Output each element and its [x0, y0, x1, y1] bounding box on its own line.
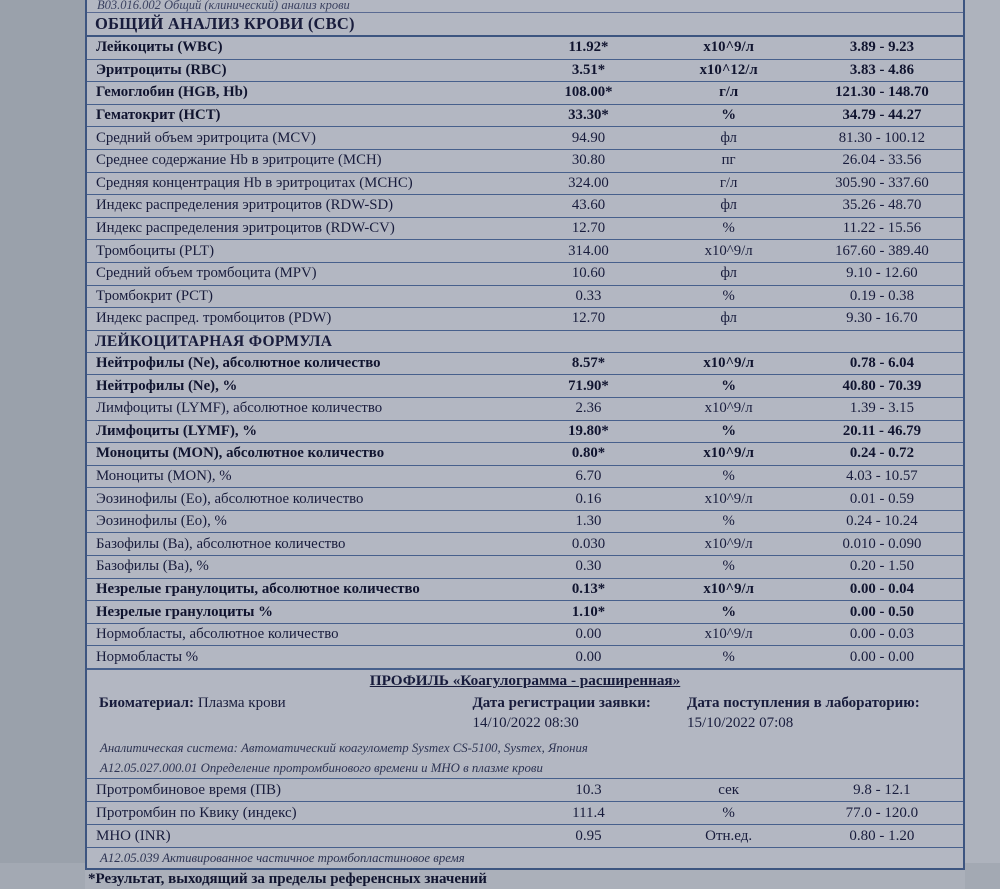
lab-result-row: [87, 488, 963, 511]
biomaterial-value: Плазма крови: [194, 695, 286, 712]
test-unit: сек: [718, 781, 740, 798]
test-value: 0.16: [575, 490, 602, 507]
test-name: Незрелые гранулоциты %: [96, 603, 273, 620]
test-reference-range: 26.04 - 33.56: [842, 152, 922, 169]
test-reference-range: 34.79 - 44.27: [842, 107, 922, 124]
registration-date-value: 14/10/2022 08:30: [472, 715, 579, 732]
page-right-margin: [965, 0, 1000, 863]
test-value: 0.030: [571, 535, 606, 552]
lab-result-row: [87, 82, 963, 105]
test-unit: x10^9/л: [704, 490, 753, 507]
test-reference-range: 0.010 - 0.090: [842, 535, 922, 552]
test-value: 3.51*: [571, 61, 606, 78]
test-reference-range: 11.22 - 15.56: [842, 220, 922, 237]
test-name: Лимфоциты (LYMF), %: [96, 422, 258, 439]
test-name: Нейтрофилы (Ne), %: [96, 377, 238, 394]
test-name: Средний объем тромбоцита (MPV): [96, 265, 317, 282]
lab-result-row: [87, 466, 963, 489]
test-name: Среднее содержание Hb в эритроците (MCH): [96, 152, 382, 169]
test-reference-range: 9.30 - 16.70: [846, 310, 918, 327]
test-value: 314.00: [568, 242, 609, 259]
test-reference-range: 0.24 - 0.72: [849, 445, 914, 462]
test-reference-range: 9.10 - 12.60: [846, 265, 918, 282]
coag-info-row: [87, 692, 963, 738]
lab-result-row: [87, 308, 963, 331]
test-name: Лейкоциты (WBC): [96, 39, 223, 56]
lab-result-row: [87, 421, 963, 444]
test-reference-range: 121.30 - 148.70: [835, 84, 929, 101]
lab-result-row: [87, 37, 963, 60]
test-unit: x10^9/л: [704, 242, 753, 259]
test-name: Нормобласты %: [96, 648, 199, 665]
lab-result-row: [87, 646, 963, 669]
test-reference-range: 3.89 - 9.23: [849, 39, 914, 56]
test-value: 8.57*: [571, 355, 606, 372]
test-unit: x10^9/л: [703, 445, 754, 462]
test-unit: %: [721, 377, 737, 394]
test-unit: г/л: [719, 174, 738, 191]
test-unit: x10^9/л: [703, 355, 754, 372]
test-reference-range: 20.11 - 46.79: [842, 422, 921, 439]
test-value: 0.80*: [571, 445, 606, 462]
lab-result-row: [87, 240, 963, 263]
test-reference-range: 40.80 - 70.39: [842, 377, 922, 394]
test-reference-range: 81.30 - 100.12: [838, 129, 926, 146]
test-name: Гематокрит (HCT): [96, 107, 221, 124]
received-date-value: 15/10/2022 07:08: [687, 715, 794, 732]
test-name: Тромбоциты (PLT): [96, 242, 215, 259]
lab-result-row: [87, 624, 963, 647]
test-reference-range: 35.26 - 48.70: [842, 197, 922, 214]
registration-date: [472, 692, 687, 738]
test-reference-range: 0.00 - 0.00: [849, 648, 914, 665]
lab-result-row: [87, 398, 963, 421]
test-value: 111.4: [572, 804, 605, 821]
lab-result-row: [87, 105, 963, 128]
test-reference-range: 3.83 - 4.86: [849, 61, 914, 78]
test-unit: %: [722, 220, 735, 237]
test-reference-range: 0.24 - 10.24: [846, 513, 918, 530]
test-reference-range: 0.01 - 0.59: [849, 490, 914, 507]
test-unit: %: [722, 558, 735, 575]
test-reference-range: 0.80 - 1.20: [849, 827, 915, 844]
test-reference-range: 0.19 - 0.38: [849, 287, 914, 304]
lab-result-row: [87, 375, 963, 398]
test-name: Протромбиновое время (ПВ): [96, 781, 282, 798]
test-value: 19.80*: [568, 422, 609, 439]
test-unit: x10^12/л: [699, 61, 758, 78]
lab-result-row: [87, 556, 963, 579]
test-value: 0.33: [575, 287, 602, 304]
lab-result-row: [87, 778, 963, 801]
test-unit: %: [722, 467, 735, 484]
test-reference-range: 1.39 - 3.15: [849, 400, 914, 417]
test-value: 1.10*: [571, 603, 606, 620]
lab-result-row: [87, 127, 963, 150]
test-value: 0.00: [575, 626, 602, 643]
abnormal-result-footnote: *Результат, выходящий за пределы референсных значений: [85, 870, 965, 889]
test-unit: Отн.ед.: [705, 827, 753, 844]
aptt-method-line: A12.05.039 Активированное частичное тромбопластиновое время: [87, 847, 963, 868]
test-value: 2.36: [575, 400, 602, 417]
test-value: 108.00*: [564, 84, 613, 101]
test-unit: x10^9/л: [703, 580, 754, 597]
test-unit: фл: [720, 197, 737, 214]
lab-result-row: [87, 286, 963, 309]
analytic-system-line: Аналитическая система: Автоматический коагулометр Sysmex CS-5100, Sysmex, Япония: [100, 741, 588, 756]
leuko-rows: [87, 353, 963, 669]
lab-result-row: [87, 443, 963, 466]
test-name: Индекс распред. тромбоцитов (PDW): [96, 310, 332, 327]
lab-result-row: [87, 579, 963, 602]
test-reference-range: 0.00 - 0.03: [849, 626, 914, 643]
test-value: 0.30: [575, 558, 602, 575]
test-name: Базофилы (Ba), %: [96, 558, 209, 575]
test-unit: %: [722, 804, 735, 821]
cbc-section-title: ОБЩИЙ АНАЛИЗ КРОВИ (CBC): [87, 13, 963, 37]
test-unit: %: [722, 648, 735, 665]
test-name: Средний объем эритроцита (MCV): [96, 129, 316, 146]
test-name: Моноциты (MON), абсолютное количество: [96, 445, 385, 462]
test-unit: фл: [720, 310, 737, 327]
test-value: 12.70: [571, 220, 606, 237]
test-unit: x10^9/л: [704, 535, 753, 552]
report-sheet: [85, 0, 965, 870]
lab-result-row: [87, 195, 963, 218]
coag-rows: [87, 778, 963, 847]
test-name: Лимфоциты (LYMF), абсолютное количество: [96, 400, 383, 417]
lab-result-row: [87, 601, 963, 624]
test-name: Нейтрофилы (Ne), абсолютное количество: [96, 355, 381, 372]
test-value: 0.95: [575, 827, 602, 844]
test-reference-range: 0.78 - 6.04: [849, 355, 914, 372]
test-reference-range: 305.90 - 337.60: [835, 174, 929, 191]
test-unit: пг: [721, 152, 736, 169]
lab-result-row: [87, 824, 963, 847]
test-value: 10.60: [571, 265, 606, 282]
test-unit: %: [722, 513, 735, 530]
lab-result-row: [87, 218, 963, 241]
service-code-line: B03.016.002 Общий (клинический) анализ крови: [87, 0, 963, 13]
test-name: Протромбин по Квику (индекс): [96, 804, 297, 821]
biomaterial-label: Биоматериал:: [99, 695, 195, 712]
test-reference-range: 77.0 - 120.0: [845, 804, 919, 821]
test-name: МНО (INR): [96, 827, 171, 844]
test-name: Эритроциты (RBC): [96, 61, 227, 78]
test-reference-range: 0.20 - 1.50: [849, 558, 914, 575]
test-value: 43.60: [571, 197, 606, 214]
test-name: Базофилы (Ba), абсолютное количество: [96, 535, 346, 552]
test-unit: x10^9/л: [704, 400, 753, 417]
lab-result-row: [87, 150, 963, 173]
report-content: [85, 0, 965, 888]
test-value: 33.30*: [568, 107, 609, 124]
test-reference-range: 4.03 - 10.57: [846, 467, 918, 484]
page-left-margin: [0, 0, 85, 863]
test-unit: г/л: [719, 84, 739, 101]
coag-profile-title: ПРОФИЛЬ «Коагулограмма - расширенная»: [369, 672, 681, 690]
biomaterial: [87, 692, 472, 738]
test-value: 324.00: [568, 174, 609, 191]
lab-result-row: [87, 511, 963, 534]
test-name: Индекс распределения эритроцитов (RDW-CV): [96, 220, 395, 237]
test-name: Средняя концентрация Hb в эритроцитах (MCHC): [96, 174, 413, 191]
lab-result-row: [87, 263, 963, 286]
received-date-label: Дата поступления в лабораторию:: [687, 695, 920, 712]
leuko-section-title: ЛЕЙКОЦИТАРНАЯ ФОРМУЛА: [87, 331, 963, 353]
test-unit: фл: [720, 129, 737, 146]
test-reference-range: 0.00 - 0.04: [849, 580, 914, 597]
test-value: 1.30: [575, 513, 602, 530]
test-value: 0.13*: [571, 580, 606, 597]
test-unit: x10^9/л: [703, 39, 754, 56]
test-name: Моноциты (MON), %: [96, 467, 232, 484]
test-reference-range: 9.8 - 12.1: [853, 781, 911, 798]
test-value: 30.80: [571, 152, 606, 169]
test-unit: x10^9/л: [704, 626, 753, 643]
method-code-line: A12.05.027.000.01 Определение протромбинового времени и МНО в плазме крови: [100, 761, 543, 776]
test-name: Незрелые гранулоциты, абсолютное количество: [96, 580, 420, 597]
test-name: Эозинофилы (Eo), абсолютное количество: [96, 490, 364, 507]
registration-date-label: Дата регистрации заявки:: [472, 695, 651, 712]
lab-result-row: [87, 533, 963, 556]
test-reference-range: 167.60 - 389.40: [835, 242, 929, 259]
test-value: 71.90*: [568, 377, 609, 394]
test-name: Нормобласты, абсолютное количество: [96, 626, 339, 643]
test-value: 12.70: [571, 310, 606, 327]
test-name: Эозинофилы (Eo), %: [96, 513, 227, 530]
coagulogram-section: [87, 669, 963, 868]
lab-result-row: [87, 801, 963, 824]
test-value: 0.00: [575, 648, 602, 665]
test-name: Гемоглобин (HGB, Hb): [96, 84, 248, 101]
received-date: [687, 692, 963, 738]
test-name: Индекс распределения эритроцитов (RDW-SD): [96, 197, 394, 214]
lab-result-row: [87, 173, 963, 196]
test-unit: %: [722, 287, 735, 304]
test-unit: фл: [720, 265, 737, 282]
test-unit: %: [721, 107, 737, 124]
test-value: 10.3: [575, 781, 602, 798]
test-unit: %: [721, 422, 737, 439]
test-value: 94.90: [571, 129, 606, 146]
lab-result-row: [87, 353, 963, 376]
test-name: Тромбокрит (PCT): [96, 287, 213, 304]
lab-result-row: [87, 60, 963, 83]
test-reference-range: 0.00 - 0.50: [849, 603, 914, 620]
test-value: 6.70: [575, 467, 602, 484]
test-unit: %: [721, 603, 737, 620]
test-value: 11.92*: [568, 39, 609, 56]
cbc-rows: [87, 37, 963, 331]
